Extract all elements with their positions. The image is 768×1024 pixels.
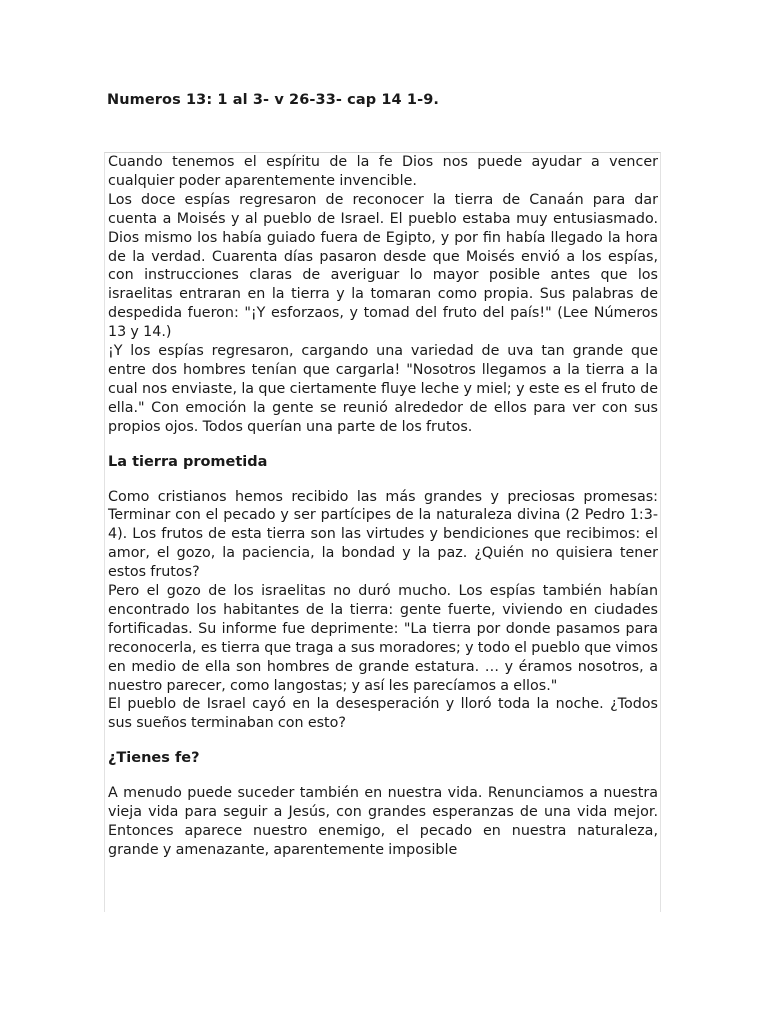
paragraph-section1-3: El pueblo de Israel cayó en la desesperación y lloró toda la noche. ¿Todos sus sueños terminaban con esto? — [108, 696, 658, 732]
paragraph-intro-2: Los doce espías regresaron de reconocer la tierra de Canaán para dar cuenta a Moisés y al pueblo de Israel. El pueblo estaba muy entusiasmado. Dios mismo los había guiado fuera de Egipto, y por fin había llegado la hora de la verdad. Cuarenta días pasaron desde que Moisés envió a los espías, con instrucciones claras de averiguar lo mayor posible antes que los israelitas entraran en la tierra y la tomaran como propia. Sus palabras de despedida fueron: "¡Y esforzaos, y tomad del fruto del país!" (Lee Números 13 y 14.) — [108, 191, 658, 341]
paragraph-intro-1: Cuando tenemos el espíritu de la fe Dios nos puede ayudar a vencer cualquier poder aparentemente invencible. — [108, 154, 658, 189]
document-body — [104, 152, 661, 912]
paragraph-intro-3: ¡Y los espías regresaron, cargando una variedad de uva tan grande que entre dos hombres tenían que cargarla! "Nosotros llegamos a la tierra a la cual nos enviaste, la que ciertamente fluye leche y miel; y este es el fruto de ella." Con emoción la gente se reunió alrededor de ellos para ver con sus propios ojos. Todos querían una parte de los frutos. — [108, 343, 658, 435]
section-heading-tienes-fe: ¿Tienes fe? — [108, 750, 200, 767]
paragraph-section1-2: Pero el gozo de los israelitas no duró mucho. Los espías también habían encontrado los habitantes de la tierra: gente fuerte, viviendo en ciudades fortificadas. Su informe fue deprimente: "La tierra por donde pasamos para reconocerla, es tierra que traga a sus moradores; y todo el pueblo que vimos en medio de ella son hombres de grande estatura. … y éramos nosotros, a nuestro parecer, como langostas; y así les parecíamos a ellos." — [108, 583, 658, 694]
paragraph-section2-1: A menudo puede suceder también en nuestra vida. Renunciamos a nuestra vieja vida para seguir a Jesús, con grandes esperanzas de una vida mejor. Entonces aparece nuestro enemigo, el pecado en nuestra naturaleza, grande y amenazante, aparentemente imposible — [108, 785, 658, 858]
page-title: Numeros 13: 1 al 3- v 26-33- cap 14 1-9. — [107, 92, 439, 108]
paragraph-section1-1: Como cristianos hemos recibido las más grandes y preciosas promesas: Terminar con el pecado y ser partícipes de la naturaleza divina (2 Pedro 1:3-4). Los frutos de esta tierra son las virtudes y bendiciones que recibimos: el amor, el gozo, la paciencia, la bondad y la paz. ¿Quién no quisiera tener estos frutos? — [108, 488, 658, 581]
section-heading-tierra-prometida: La tierra prometida — [108, 453, 268, 470]
